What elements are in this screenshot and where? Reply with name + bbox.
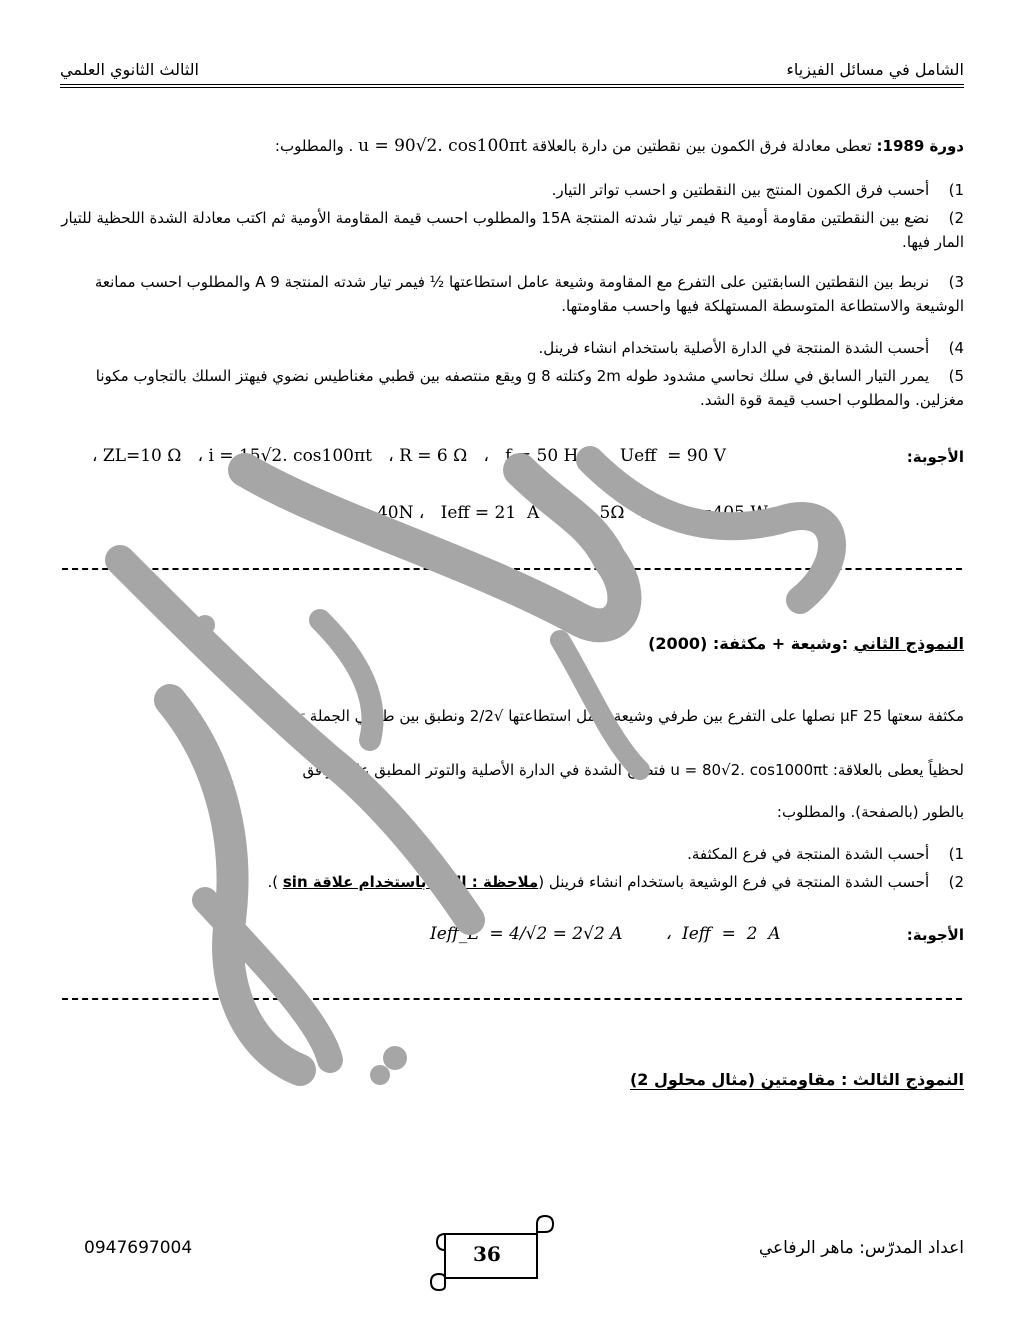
q1-item-2 (60, 206, 964, 254)
q2-para-3 (60, 800, 964, 824)
q1-item-4 (60, 336, 964, 360)
q2-answers-label: الأجوبة: (906, 926, 964, 944)
separator-2 (62, 998, 962, 1000)
q1-item-5 (60, 364, 964, 412)
q1-intro: تعطى معادلة فرق الكمون بين نقطتين من دارة بالعلاقة (531, 137, 872, 155)
q1-intro-line (60, 136, 964, 156)
header-right: الشامل في مسائل الفيزياء (786, 60, 964, 79)
q2-para-2 (60, 758, 964, 782)
q2-title: النموذج الثاني (853, 634, 964, 653)
q1-answers-line1: ، ZL=10 Ω ، i = 15√2. cos100πt ، R = 6 Ω ، f = 50 Hz ، Ueff = 90 V (92, 446, 727, 466)
q2-title-line (648, 634, 964, 653)
item-text: أحسب فرق الكمون المنتج بين النقطتين و احسب تواتر التيار. (551, 181, 930, 199)
q1-answers-label: الأجوبة: (906, 448, 964, 466)
paragraph-text: مكثفة سعتها 25 μF نصلها على التفرع بين طرفي وشيعة عامل استطاعتها √2/2 ونطبق بين طرفي الجملة توتراً (276, 707, 964, 725)
q1-tail: . والمطلوب: (274, 137, 354, 155)
footer-phone: 0947697004 (84, 1238, 193, 1258)
q2-item-2 (60, 870, 964, 894)
q2-subtitle: :وشيعة + مكثفة: (2000) (648, 634, 849, 653)
item-note: ملاحظة : الحل باستخدام علاقة sin (282, 873, 539, 891)
item-text-end: ). (267, 873, 283, 891)
q1-answers-line2: F T = 40N ، Ieff = 21 A ، r = 5Ω ، Pavg =405 Watt (318, 503, 791, 523)
page-number: 36 (473, 1242, 501, 1266)
q2-answers: Ieff_L = 4/√2 = 2√2 A ، Ieff = 2 A (430, 924, 781, 944)
item-number: 2) (948, 209, 964, 227)
item-text: أحسب الشدة المنتجة في الدارة الأصلية باستخدام انشاء فرينل. (538, 339, 930, 357)
paragraph-text: بالطور (بالصفحة). والمطلوب: (776, 803, 964, 821)
q2-para-1 (60, 704, 964, 728)
q3-subtitle: : مقاومتين (مثال محلول 2) (629, 1070, 848, 1089)
footer-author: اعداد المدرّس: ماهر الرفاعي (758, 1238, 964, 1258)
header-divider (60, 84, 964, 88)
item-text: نضع بين النقطتين مقاومة أومية R فيمر تيار شدته المنتجة 15A والمطلوب احسب قيمة المقاومة الأومية ثم اكتب معادلة الشدة اللحظية للتيار المار فيها. (61, 209, 964, 251)
q1-equation: u = 90√2. cos100πt (358, 136, 528, 156)
item-number: 5) (948, 367, 964, 385)
q1-label: دورة 1989: (876, 137, 964, 155)
item-number: 4) (948, 339, 964, 357)
item-number: 2) (948, 873, 964, 891)
header-left: الثالث الثانوي العلمي (60, 60, 199, 79)
item-number: 1) (948, 181, 964, 199)
item-text: أحسب الشدة المنتجة في فرع المكثفة. (687, 845, 930, 863)
q1-item-3 (60, 270, 964, 318)
q1-item-1 (60, 178, 964, 202)
item-text: يمرر التيار السابق في سلك نحاسي مشدود طوله 2m وكتلته 8 g ويقع منتصفه بين قطبي مغناطيس نضوي فيهتز السلك بالتجاوب مكونا مغزلين. والمطلوب احسب قيمة قوة الشد. (95, 367, 964, 409)
paragraph-text: لحظياً يعطى بالعلاقة: u = 80√2. cos1000πt فتصبح الشدة في الدارة الأصلية والتوتر المطبق على توافق (302, 761, 964, 779)
item-text: نربط بين النقطتين السابقتين على التفرع مع المقاومة وشيعة عامل استطاعتها ½ فيمر تيار شدته المنتجة A 9 والمطلوب احسب ممانعة الوشيعة والاستطاعة المتوسطة المستهلكة فيها واحسب مقاومتها. (94, 273, 964, 315)
item-number: 1) (948, 845, 964, 863)
q3-title-line (630, 1070, 964, 1090)
separator-1 (62, 568, 962, 570)
item-number: 3) (948, 273, 964, 291)
q2-item-1 (60, 842, 964, 866)
item-text: أحسب الشدة المنتجة في فرع الوشيعة باستخدام انشاء فرينل ( (538, 873, 930, 891)
page-number-scroll (425, 1212, 560, 1292)
q3-title: النموذج الثالث (852, 1070, 964, 1089)
